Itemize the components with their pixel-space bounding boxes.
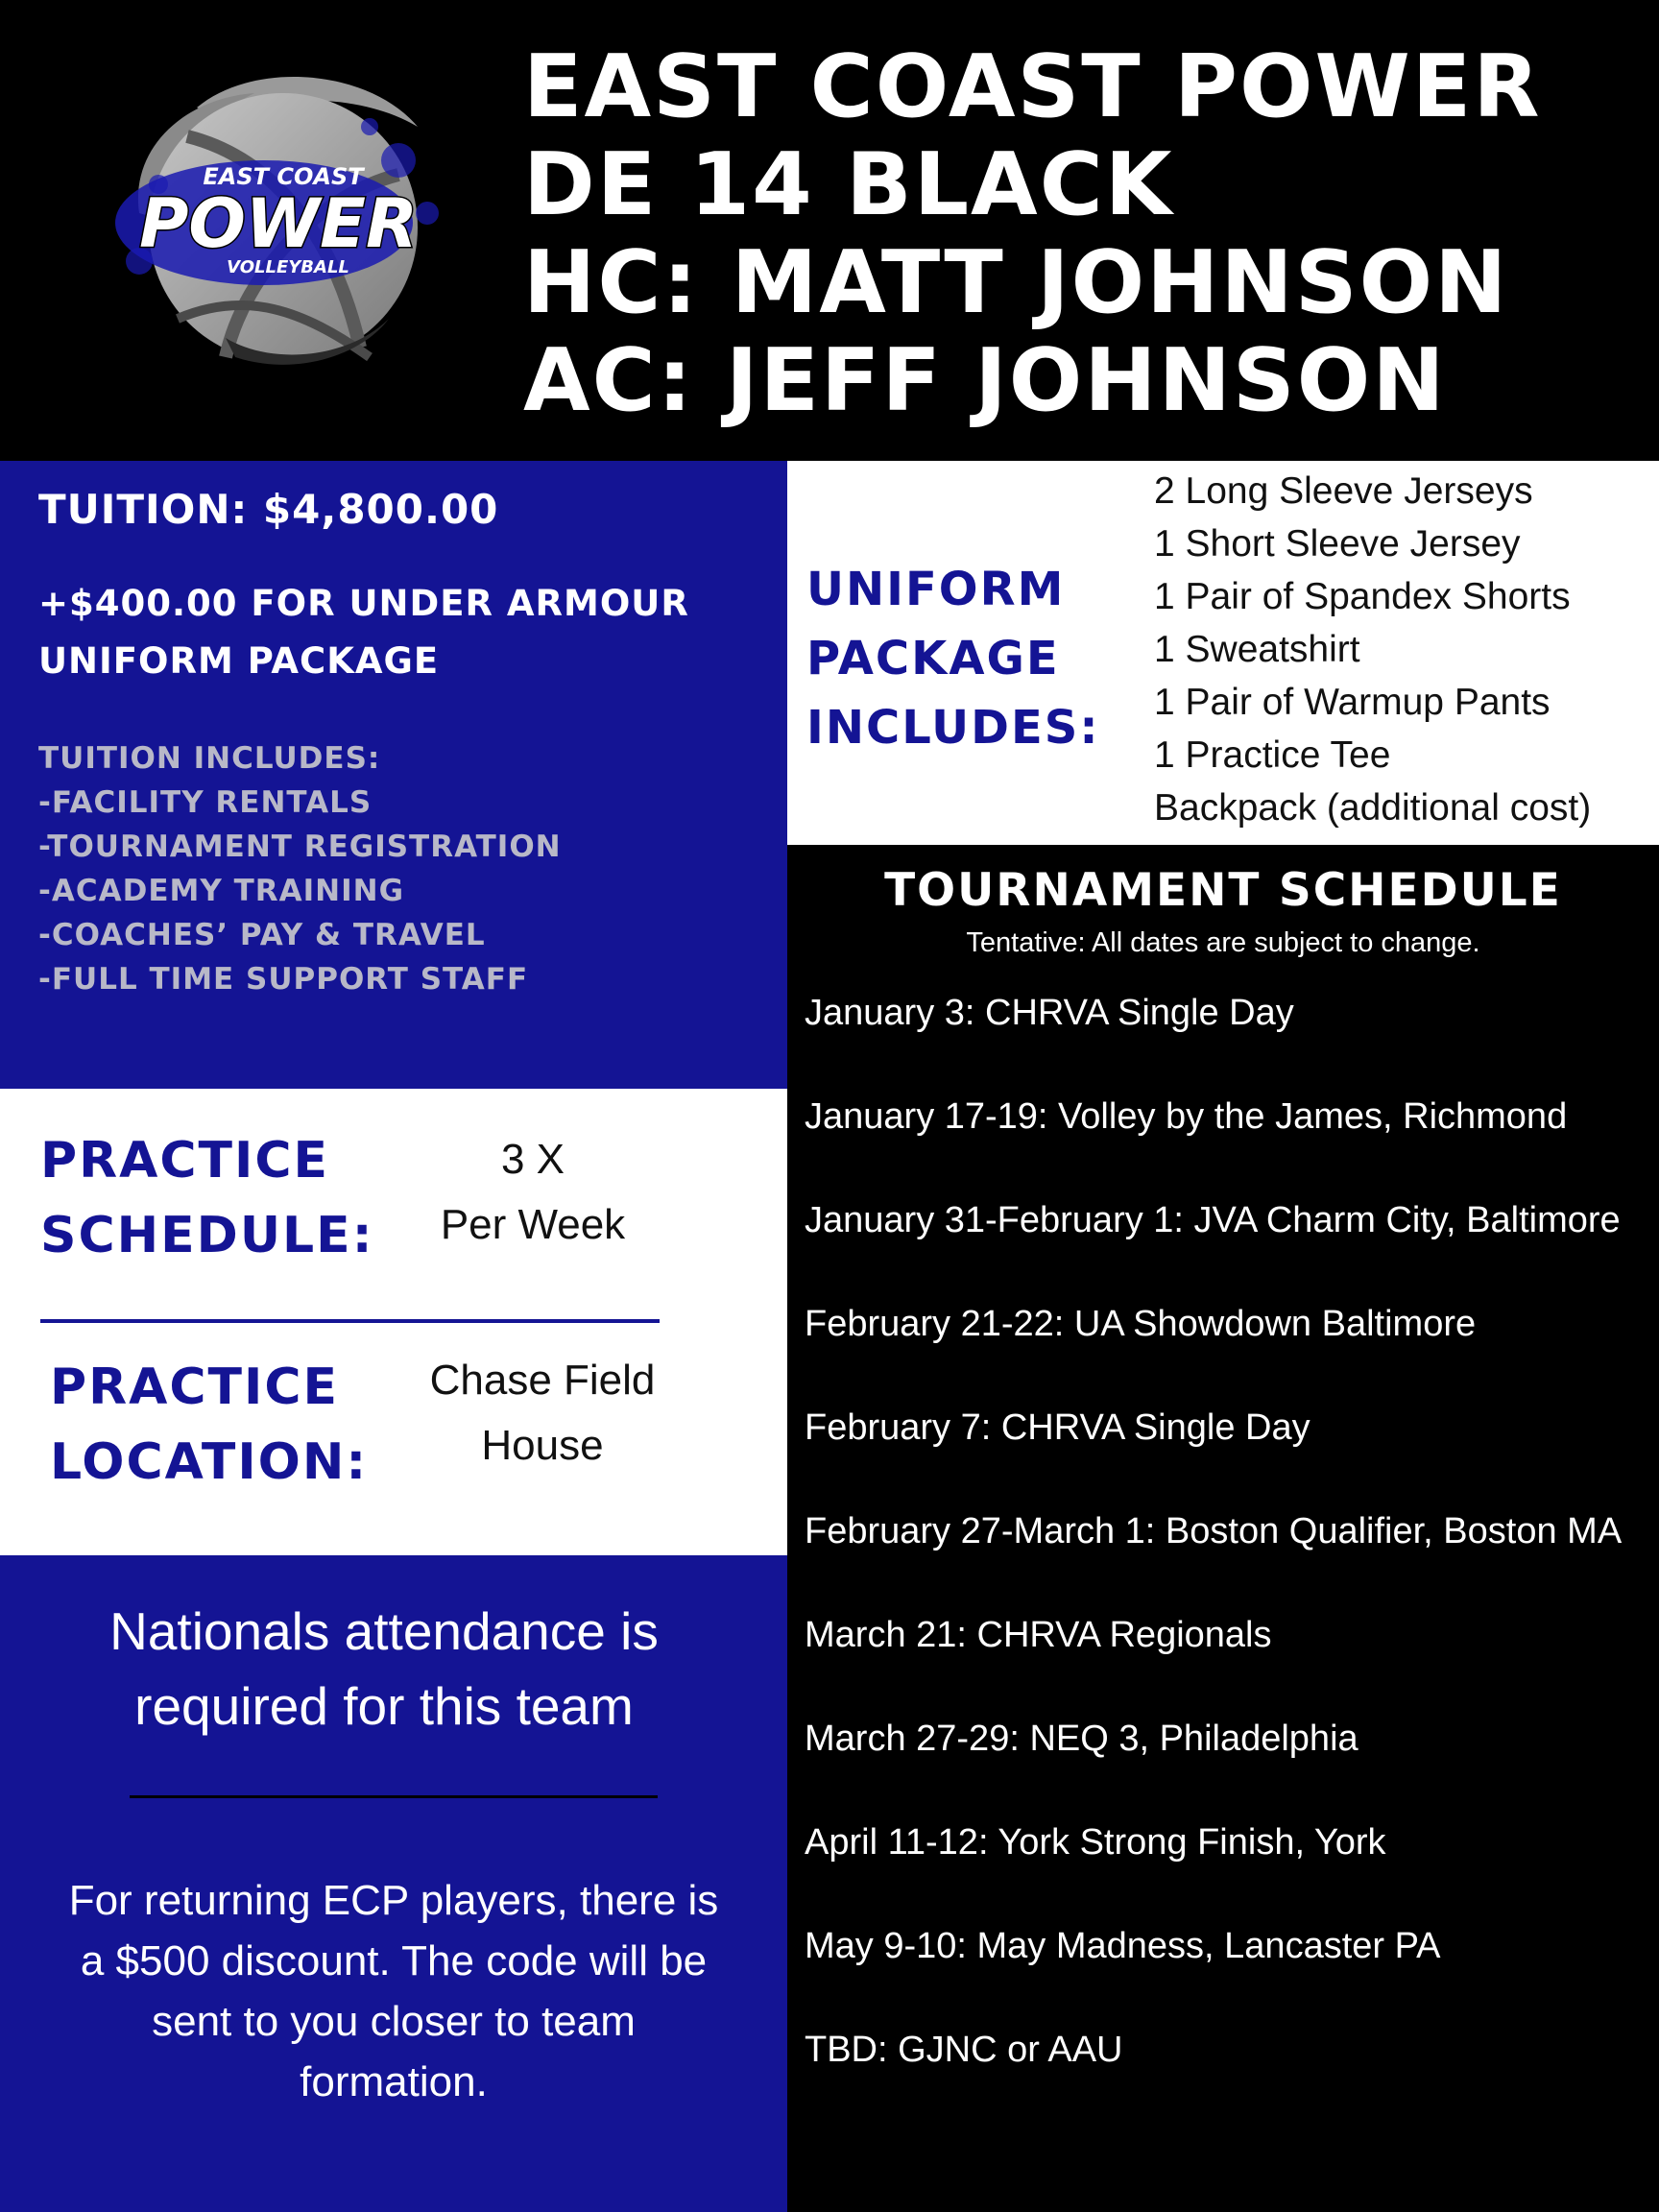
practice-location-label-line: PRACTICE [50,1358,340,1416]
uniform-label-line: PACKAGE [806,632,1060,685]
uniform-fee-line: UNIFORM PACKAGE [38,640,440,682]
schedule-subtitle: Tentative: All dates are subject to change. [966,927,1480,958]
volleyball-logo-icon [82,69,485,376]
title-line-head-coach: HC: MATT JOHNSON [523,232,1509,333]
schedule-event: March 27-29: NEQ 3, Philadelphia [805,1719,1358,1759]
discount-line: a $500 discount. The code will be [80,1937,708,1984]
tuition-includes-heading: TUITION INCLUDES: [38,741,381,776]
uniform-item: Backpack (additional cost) [1154,787,1592,829]
schedule-event: TBD: GJNC or AAU [805,2030,1123,2070]
uniform-panel [787,461,1659,845]
practice-schedule-label [40,1123,374,1273]
practice-schedule-value-line: 3 X [500,1136,565,1183]
uniform-item: 1 Pair of Spandex Shorts [1154,576,1571,617]
team-title [523,38,1542,430]
schedule-event: January 31-February 1: JVA Charm City, Baltimore [805,1200,1621,1240]
uniform-item: 2 Long Sleeve Jerseys [1154,470,1533,512]
practice-schedule-label-line: SCHEDULE: [40,1207,374,1264]
tuition-include-item: -TOURNAMENT REGISTRATION [38,830,562,864]
practice-location-label [50,1350,368,1500]
schedule-event: January 17-19: Volley by the James, Richmond [805,1096,1568,1137]
tuition-includes [38,736,749,1001]
discount-line: For returning ECP players, there is [68,1877,719,1924]
logo-main-text: POWER [139,184,418,263]
practice-location-value-line: Chase Field [429,1357,656,1404]
tuition-amount: TUITION: $4,800.00 [38,486,499,533]
practice-schedule-label-line: PRACTICE [40,1132,330,1190]
tuition-panel [0,461,787,1089]
schedule-list [805,987,1649,2128]
discount-line: sent to you closer to team [152,1998,636,2045]
tournament-schedule-panel [787,845,1659,2212]
schedule-title: TOURNAMENT SCHEDULE [884,864,1562,917]
uniform-label [806,555,1100,762]
schedule-event: February 7: CHRVA Single Day [805,1407,1310,1448]
nationals-panel [0,1555,787,2212]
logo-bottom-text: VOLLEYBALL [227,257,349,277]
tuition-include-item: -ACADEMY TRAINING [38,874,405,908]
uniform-item: 1 Short Sleeve Jersey [1154,523,1521,565]
title-line-team: DE 14 BLACK [523,134,1174,235]
tuition-include-item: -COACHES’ PAY & TRAVEL [38,918,486,952]
tuition-include-item: -FACILITY RENTALS [38,785,373,820]
uniform-items-list [1154,465,1591,834]
schedule-event: January 3: CHRVA Single Day [805,993,1294,1033]
schedule-event: April 11-12: York Strong Finish, York [805,1822,1386,1863]
nationals-requirement-line: Nationals attendance is [109,1601,659,1661]
header [0,0,1659,461]
practice-location-value [394,1348,691,1479]
nationals-requirement-line: required for this team [134,1676,634,1736]
logo-top-text: EAST COAST [203,163,364,190]
schedule-event: May 9-10: May Madness, Lancaster PA [805,1926,1441,1966]
uniform-label-line: UNIFORM [806,563,1066,616]
uniform-fee [38,575,749,690]
practice-location-label-line: LOCATION: [50,1433,369,1491]
practice-schedule-value-line: Per Week [440,1201,626,1248]
practice-panel [0,1089,787,1555]
uniform-label-line: INCLUDES: [806,701,1100,755]
uniform-item: 1 Pair of Warmup Pants [1154,682,1551,723]
discount-line: formation. [300,2058,488,2105]
schedule-event: March 21: CHRVA Regionals [805,1615,1272,1655]
uniform-fee-line: +$400.00 FOR UNDER ARMOUR [38,583,689,624]
nationals-requirement [38,1594,730,1743]
practice-divider [40,1319,660,1323]
uniform-item: 1 Practice Tee [1154,734,1391,776]
schedule-event: February 27-March 1: Boston Qualifier, Boston MA [805,1511,1623,1551]
practice-schedule-value [403,1127,662,1258]
schedule-event: February 21-22: UA Showdown Baltimore [805,1304,1477,1344]
title-line-club: EAST COAST POWER [523,36,1542,137]
practice-location-value-line: House [481,1422,604,1469]
title-line-assistant-coach: AC: JEFF JOHNSON [523,330,1447,431]
tuition-include-item: -FULL TIME SUPPORT STAFF [38,962,529,997]
nationals-divider [130,1795,658,1798]
returning-player-discount [29,1870,758,2112]
uniform-item: 1 Sweatshirt [1154,629,1360,670]
